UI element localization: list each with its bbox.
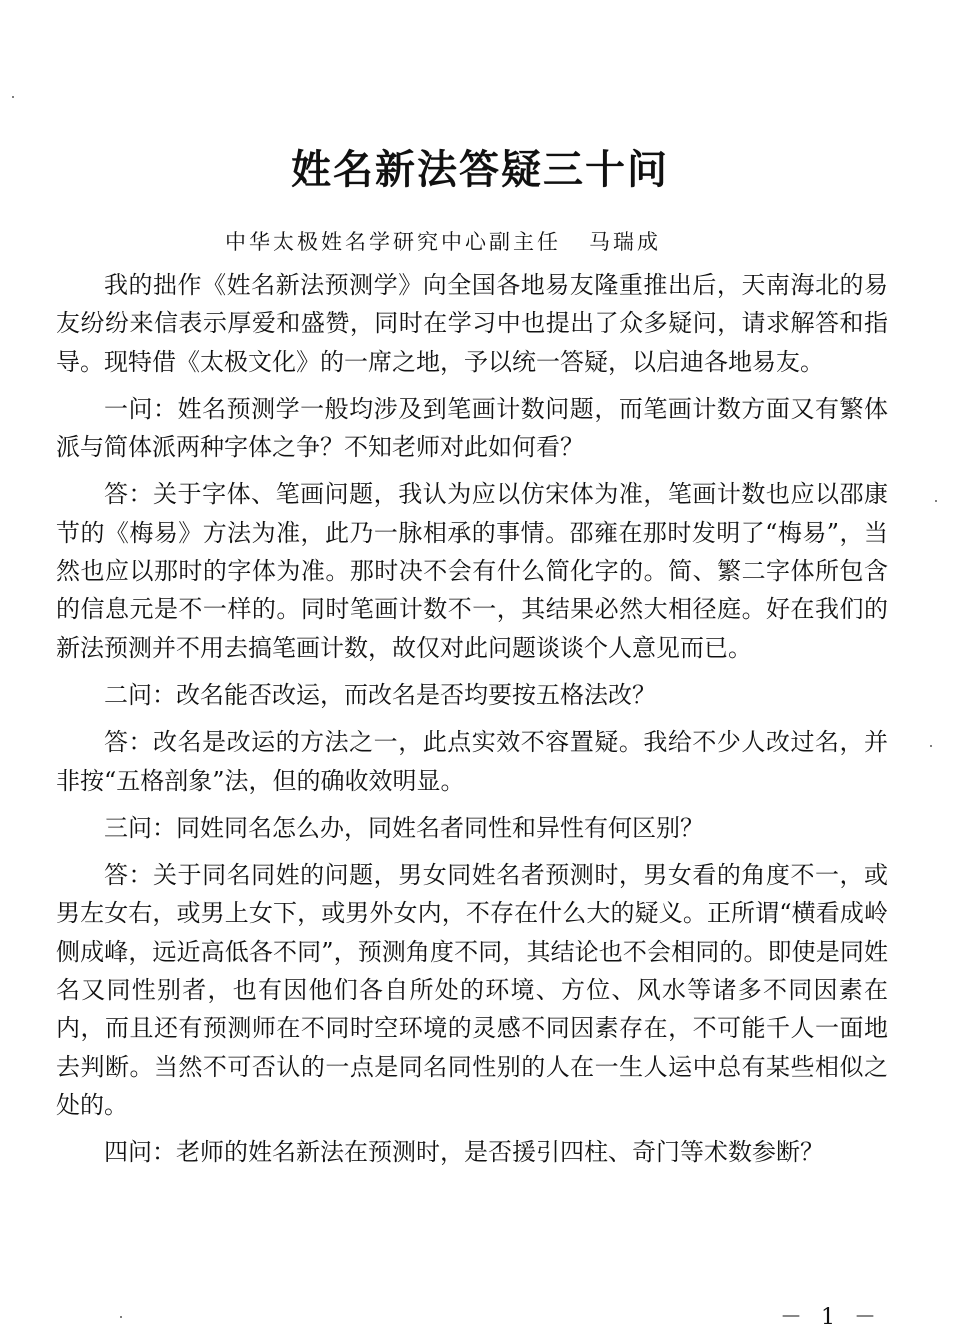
scan-speck — [12, 96, 14, 98]
question-1: 一问：姓名预测学一般均涉及到笔画计数问题，而笔画计数方面又有繁体派与简体派两种字体之争？不知老师对此如何看？ — [56, 394, 888, 462]
scan-speck — [120, 1316, 122, 1318]
author-affiliation: 中华太极姓名学研究中心副主任 — [225, 230, 561, 254]
question-2: 二问：改名能否改运，而改名是否均要按五格法改？ — [104, 680, 656, 709]
page-number: － 1 － — [780, 1305, 882, 1330]
question-4: 四问：老师的姓名新法在预测时，是否援引四柱、奇门等术数参断？ — [104, 1138, 824, 1167]
question-3: 三问：同姓同名怎么办，同姓名者同性和异性有何区别？ — [104, 813, 704, 842]
intro-paragraph: 我的拙作《姓名新法预测学》向全国各地易友隆重推出后，天南海北的易友纷纷来信表示厚爱和盛赞，同时在学习中也提出了众多疑问，请求解答和指导。现特借《太极文化》的一席之地，予以统一答疑，以启迪各地易友。 — [56, 271, 888, 376]
answer-2: 答：改名是改运的方法之一，此点实效不容置疑。我给不少人改过名，并非按“五格剖象”法，但的确收效明显。 — [56, 728, 888, 795]
byline — [225, 226, 745, 256]
scan-speck — [930, 745, 932, 747]
answer-3: 答：关于同名同姓的问题，男女同姓名者预测时，男女看的角度不一，或男左女右，或男上女下，或男外女内，不存在什么大的疑义。正所谓“横看成岭侧成峰，远近高低各不同”，预测角度不同，其结论也不会相同的。即使是同姓名又同性别者，也有因他们各自所处的环境、方位、风水等诸多不同因素在内，而且还有预测师在不同时空环境的灵感不同因素存在，不可能千人一面地去判断。当然不可否认的一点是同名同性别的人在一生人运中总有某些相似之处的。 — [56, 861, 888, 1119]
author-name: 马瑞成 — [589, 230, 661, 254]
scan-speck — [935, 500, 937, 502]
answer-1: 答：关于字体、笔画问题，我认为应以仿宋体为准，笔画计数也应以邵康节的《梅易》方法为准，此乃一脉相承的事情。邵雍在那时发明了“梅易”，当然也应以那时的字体为准。那时决不会有什么简化字的。简、繁二字体所包含的信息元是不一样的。同时笔画计数不一，其结果必然大相径庭。好在我们的新法预测并不用去搞笔画计数，故仅对此问题谈谈个人意见而已。 — [56, 480, 888, 662]
article-body — [56, 266, 888, 1172]
page-title: 姓名新法答疑三十问 — [291, 146, 669, 193]
